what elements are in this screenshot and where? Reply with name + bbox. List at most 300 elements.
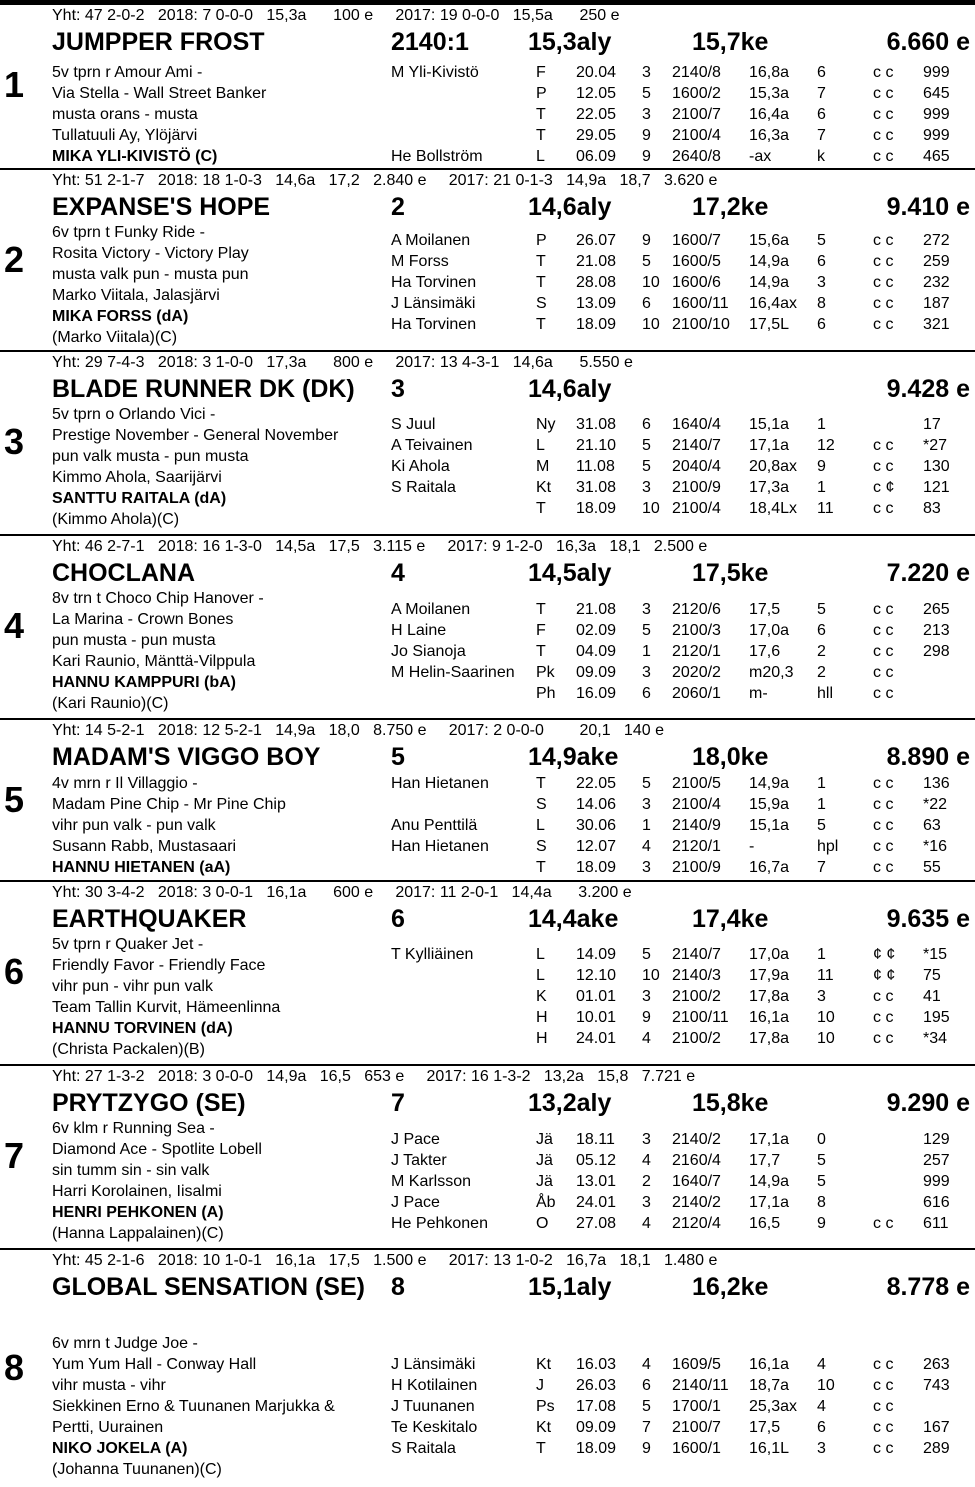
- prize-money: 9.635 e: [886, 905, 970, 933]
- driver-name: HANNU KAMPPURI (bA): [52, 674, 236, 691]
- horse-entry: [0, 536, 975, 720]
- race-date: 31.08: [576, 479, 617, 496]
- race-dist: 1600/1: [672, 1440, 721, 1457]
- race-place: 7: [817, 85, 826, 102]
- race-place: 9: [817, 1215, 826, 1232]
- race-shoes: ¢ ¢: [873, 946, 896, 963]
- info-line: 5v tprn o Orlando Vici -: [52, 406, 216, 423]
- race-odds: 167: [923, 1419, 950, 1436]
- race-pos: 3: [642, 1131, 651, 1148]
- race-dist: 2100/9: [672, 479, 721, 496]
- race-driver: Te Keskitalo: [391, 1419, 478, 1436]
- trainer-name: (Kari Raunio)(C): [52, 695, 169, 712]
- race-place: 9: [817, 458, 826, 475]
- race-place: 4: [817, 1356, 826, 1373]
- race-shoes: c c: [873, 1030, 894, 1047]
- race-date: 18.09: [576, 316, 617, 333]
- trainer-name: (Kimmo Ahola)(C): [52, 511, 180, 528]
- race-place: 6: [817, 253, 826, 270]
- race-date: 20.04: [576, 64, 617, 81]
- race-track: F: [536, 64, 546, 81]
- race-dist: 2140/7: [672, 946, 721, 963]
- race-track: Ny: [536, 416, 556, 433]
- race-row: [0, 620, 975, 641]
- race-date: 24.01: [576, 1030, 617, 1047]
- race-place: 7: [817, 127, 826, 144]
- race-place: hll: [817, 685, 834, 702]
- race-shoes: c c: [873, 622, 894, 639]
- race-shoes: c c: [873, 500, 894, 517]
- race-odds: 55: [923, 859, 941, 876]
- race-row: [0, 683, 975, 704]
- race-odds: 259: [923, 253, 950, 270]
- race-driver: He Pehkonen: [391, 1215, 488, 1232]
- race-pos: 10: [642, 500, 660, 517]
- career-stats: Yht: 45 2-1-6 2018: 10 1-0-1 16,1a 17,5 1.500 e 2017: 13 1-0-2 16,7a 18,1 1.480 e: [52, 1252, 718, 1269]
- race-row: [0, 293, 975, 314]
- race-track: S: [536, 838, 547, 855]
- info-line: Madam Pine Chip - Mr Pine Chip: [52, 796, 286, 813]
- race-row: [0, 599, 975, 620]
- race-driver: S Raitala: [391, 479, 456, 496]
- race-dist: 2100/2: [672, 988, 721, 1005]
- average-time: 17,5ke: [692, 559, 769, 587]
- race-track: M: [536, 458, 550, 475]
- race-place: hpl: [817, 838, 839, 855]
- post-position: 5: [391, 743, 405, 771]
- race-row: [0, 435, 975, 456]
- race-driver: H Laine: [391, 622, 447, 639]
- race-shoes: c c: [873, 817, 894, 834]
- race-row: [0, 230, 975, 251]
- info-line: 6v mrn t Judge Joe -: [52, 1335, 198, 1352]
- race-date: 17.08: [576, 1398, 617, 1415]
- race-row: [0, 944, 975, 965]
- race-shoes: c c: [873, 1377, 894, 1394]
- race-time: 14,9a: [749, 1173, 790, 1190]
- info-line: Harri Korolainen, Iisalmi: [52, 1183, 222, 1200]
- race-row: [0, 641, 975, 662]
- race-odds: 272: [923, 232, 950, 249]
- race-track: Kt: [536, 1419, 552, 1436]
- race-track: S: [536, 796, 547, 813]
- race-track: H: [536, 1009, 548, 1026]
- race-shoes: c c: [873, 106, 894, 123]
- race-pos: 5: [642, 1398, 651, 1415]
- race-odds: 289: [923, 1440, 950, 1457]
- race-place: 5: [817, 817, 826, 834]
- race-track: Åb: [536, 1194, 556, 1211]
- race-dist: 2120/6: [672, 601, 721, 618]
- race-place: 1: [817, 479, 826, 496]
- driver-name: SANTTU RAITALA (dA): [52, 490, 227, 507]
- info-line: Rosita Victory - Victory Play: [52, 245, 249, 262]
- post-position: 6: [391, 905, 405, 933]
- race-dist: 2120/4: [672, 1215, 721, 1232]
- race-shoes: c c: [873, 859, 894, 876]
- race-driver: M Yli-Kivistö: [391, 64, 479, 81]
- race-history: [0, 414, 975, 519]
- race-time: 17,1a: [749, 437, 790, 454]
- race-time: 14,9a: [749, 274, 790, 291]
- race-date: 09.09: [576, 664, 617, 681]
- entry-number: 5: [4, 779, 25, 820]
- race-pos: 1: [642, 643, 651, 660]
- race-driver: A Teivainen: [391, 437, 473, 454]
- race-time: 17,8a: [749, 988, 790, 1005]
- race-dist: 2640/8: [672, 148, 721, 165]
- race-row: [0, 498, 975, 519]
- race-driver: A Moilanen: [391, 232, 471, 249]
- race-date: 18.09: [576, 859, 617, 876]
- race-date: 18.11: [576, 1131, 615, 1148]
- race-date: 27.08: [576, 1215, 617, 1232]
- race-dist: 2100/4: [672, 796, 721, 813]
- race-odds: *34: [923, 1030, 948, 1047]
- race-time: 17,0a: [749, 622, 790, 639]
- race-place: 6: [817, 316, 826, 333]
- race-date: 29.05: [576, 127, 617, 144]
- driver-name: HANNU HIETANEN (aA): [52, 859, 231, 876]
- race-time: 17,9a: [749, 967, 790, 984]
- race-pos: 10: [642, 316, 660, 333]
- race-driver: Ki Ahola: [391, 458, 450, 475]
- prize-money: 8.778 e: [886, 1273, 970, 1301]
- race-odds: 83: [923, 500, 941, 517]
- race-track: T: [536, 253, 546, 270]
- race-track: J: [536, 1377, 544, 1394]
- race-shoes: c c: [873, 1356, 894, 1373]
- race-place: 10: [817, 1009, 835, 1026]
- race-track: T: [536, 316, 546, 333]
- race-dist: 2100/11: [672, 1009, 729, 1026]
- race-odds: 298: [923, 643, 950, 660]
- race-time: 16,7a: [749, 859, 790, 876]
- prize-money: 9.428 e: [886, 375, 970, 403]
- race-odds: 257: [923, 1152, 950, 1169]
- prize-money: 8.890 e: [886, 743, 970, 771]
- race-date: 11.08: [576, 458, 615, 475]
- race-dist: 2140/8: [672, 64, 721, 81]
- trainer-name: (Hanna Lappalainen)(C): [52, 1225, 224, 1242]
- race-history: [0, 599, 975, 704]
- horse-name: BLADE RUNNER DK (DK): [52, 375, 355, 403]
- race-time: 17,1a: [749, 1194, 790, 1211]
- race-history: [0, 230, 975, 335]
- race-dist: 1609/5: [672, 1356, 721, 1373]
- race-date: 26.03: [576, 1377, 617, 1394]
- race-dist: 2160/4: [672, 1152, 721, 1169]
- race-odds: 321: [923, 316, 950, 333]
- race-dist: 2020/2: [672, 664, 721, 681]
- race-dist: 2040/4: [672, 458, 721, 475]
- race-time: 15,1a: [749, 416, 790, 433]
- race-row: [0, 456, 975, 477]
- race-pos: 9: [642, 1009, 651, 1026]
- race-time: 16,3a: [749, 127, 790, 144]
- post-position: 3: [391, 375, 405, 403]
- race-date: 10.01: [576, 1009, 617, 1026]
- fastest-time: 14,6aly: [528, 193, 612, 221]
- race-date: 24.01: [576, 1194, 617, 1211]
- race-row: [0, 1438, 975, 1459]
- race-row: [0, 1213, 975, 1234]
- race-pos: 3: [642, 479, 651, 496]
- race-shoes: c c: [873, 232, 894, 249]
- race-shoes: c c: [873, 437, 894, 454]
- entry-number: 3: [4, 421, 25, 462]
- info-line: 6v tprn t Funky Ride -: [52, 224, 205, 241]
- race-pos: 10: [642, 274, 660, 291]
- race-driver: Jo Sianoja: [391, 643, 466, 660]
- race-row: [0, 1150, 975, 1171]
- race-odds: *15: [923, 946, 948, 963]
- post-position: 8: [391, 1273, 405, 1301]
- info-line: Team Tallin Kurvit, Hämeenlinna: [52, 999, 281, 1016]
- race-row: [0, 857, 975, 878]
- race-pos: 6: [642, 295, 651, 312]
- horse-entry: [0, 1066, 975, 1250]
- race-date: 22.05: [576, 106, 617, 123]
- race-track: O: [536, 1215, 549, 1232]
- race-time: 20,8ax: [749, 458, 798, 475]
- race-shoes: c c: [873, 685, 894, 702]
- info-line: Tullatuuli Ay, Ylöjärvi: [52, 127, 198, 144]
- fastest-time: 14,9ake: [528, 743, 619, 771]
- horse-name: PRYTZYGO (SE): [52, 1089, 246, 1117]
- race-dist: 1700/1: [672, 1398, 721, 1415]
- race-shoes: c c: [873, 316, 894, 333]
- race-date: 28.08: [576, 274, 617, 291]
- race-shoes: c c: [873, 664, 894, 681]
- average-time: 16,2ke: [692, 1273, 769, 1301]
- fastest-time: 14,6aly: [528, 375, 612, 403]
- fastest-time: 15,1aly: [528, 1273, 612, 1301]
- race-place: 11: [817, 967, 834, 984]
- race-dist: 2140/7: [672, 437, 721, 454]
- race-shoes: c c: [873, 1398, 894, 1415]
- prize-money: 9.290 e: [886, 1089, 970, 1117]
- race-dist: 2120/1: [672, 643, 721, 660]
- race-row: [0, 251, 975, 272]
- race-row: [0, 477, 975, 498]
- info-line: vihr pun - vihr pun valk: [52, 978, 213, 995]
- race-date: 06.09: [576, 148, 617, 165]
- fastest-time: 13,2aly: [528, 1089, 612, 1117]
- race-driver: Han Hietanen: [391, 775, 489, 792]
- race-shoes: c c: [873, 775, 894, 792]
- info-line: 6v klm r Running Sea -: [52, 1120, 215, 1137]
- race-track: K: [536, 988, 547, 1005]
- race-time: 14,9a: [749, 775, 790, 792]
- race-place: 3: [817, 988, 826, 1005]
- race-place: 1: [817, 946, 826, 963]
- race-odds: 263: [923, 1356, 950, 1373]
- race-row: [0, 146, 975, 167]
- race-time: 17,7: [749, 1152, 781, 1169]
- race-odds: 232: [923, 274, 950, 291]
- race-row: [0, 1396, 975, 1417]
- race-driver: S Raitala: [391, 1440, 456, 1457]
- race-place: 4: [817, 1398, 826, 1415]
- race-odds: 130: [923, 458, 950, 475]
- race-odds: 645: [923, 85, 950, 102]
- race-shoes: c c: [873, 1009, 894, 1026]
- race-dist: 1600/5: [672, 253, 721, 270]
- race-time: 16,4a: [749, 106, 790, 123]
- race-place: 1: [817, 775, 826, 792]
- race-driver: J Länsimäki: [391, 1356, 476, 1373]
- race-place: 6: [817, 1419, 826, 1436]
- race-driver: J Pace: [391, 1194, 440, 1211]
- race-time: -ax: [749, 148, 772, 165]
- race-row: [0, 1171, 975, 1192]
- race-driver: J Takter: [391, 1152, 447, 1169]
- race-shoes: c c: [873, 64, 894, 81]
- race-place: 8: [817, 1194, 826, 1211]
- race-pos: 10: [642, 967, 660, 984]
- race-time: 15,6a: [749, 232, 790, 249]
- race-odds: 999: [923, 106, 950, 123]
- average-time: 18,0ke: [692, 743, 769, 771]
- average-time: 17,2ke: [692, 193, 769, 221]
- post-position: 7: [391, 1089, 405, 1117]
- fastest-time: 15,3aly: [528, 28, 612, 56]
- race-odds: 129: [923, 1131, 950, 1148]
- race-dist: 2100/4: [672, 127, 721, 144]
- race-time: 18,7a: [749, 1377, 790, 1394]
- race-driver: J Tuunanen: [391, 1398, 475, 1415]
- race-shoes: c ¢: [873, 479, 895, 496]
- race-dist: 2100/5: [672, 775, 721, 792]
- race-driver: Ha Torvinen: [391, 274, 477, 291]
- race-track: T: [536, 601, 546, 618]
- race-row: [0, 662, 975, 683]
- career-stats: Yht: 27 1-3-2 2018: 3 0-0-0 14,9a 16,5 653 e 2017: 16 1-3-2 13,2a 15,8 7.721 e: [52, 1068, 696, 1085]
- race-row: [0, 1028, 975, 1049]
- fastest-time: 14,5aly: [528, 559, 612, 587]
- race-time: 15,3a: [749, 85, 790, 102]
- race-track: F: [536, 622, 546, 639]
- race-date: 13.09: [576, 295, 617, 312]
- horse-entry: [0, 5, 975, 170]
- race-track: Ps: [536, 1398, 555, 1415]
- horse-name: GLOBAL SENSATION (SE): [52, 1273, 365, 1301]
- race-pos: 9: [642, 127, 651, 144]
- race-shoes: c c: [873, 148, 894, 165]
- race-date: 18.09: [576, 500, 617, 517]
- race-time: 16,1a: [749, 1356, 790, 1373]
- race-place: 10: [817, 1030, 835, 1047]
- horse-entry: [0, 720, 975, 882]
- horse-entry: [0, 352, 975, 536]
- race-dist: 1640/4: [672, 416, 721, 433]
- entry-number: 2: [4, 239, 25, 280]
- race-time: 16,4ax: [749, 295, 798, 312]
- race-pos: 6: [642, 1377, 651, 1394]
- trainer-name: (Christa Packalen)(B): [52, 1041, 205, 1058]
- race-date: 14.06: [576, 796, 617, 813]
- driver-name: HENRI PEHKONEN (A): [52, 1204, 224, 1221]
- career-stats: Yht: 29 7-4-3 2018: 3 1-0-0 17,3a 800 e 2017: 13 4-3-1 14,6a 5.550 e: [52, 354, 633, 371]
- race-dist: 2140/2: [672, 1131, 721, 1148]
- race-pos: 3: [642, 1194, 651, 1211]
- race-pos: 5: [642, 622, 651, 639]
- race-date: 05.12: [576, 1152, 617, 1169]
- race-place: 7: [817, 859, 826, 876]
- horse-name: JUMPPER FROST: [52, 28, 265, 56]
- career-stats: Yht: 51 2-1-7 2018: 18 1-0-3 14,6a 17,2 2.840 e 2017: 21 0-1-3 14,9a 18,7 3.620 e: [52, 172, 718, 189]
- race-dist: 2100/4: [672, 500, 721, 517]
- info-line: 4v mrn r Il Villaggio -: [52, 775, 198, 792]
- race-track: L: [536, 946, 545, 963]
- race-row: [0, 414, 975, 435]
- race-time: 17,8a: [749, 1030, 790, 1047]
- prize-money: 7.220 e: [886, 559, 970, 587]
- race-place: k: [817, 148, 825, 165]
- race-row: [0, 986, 975, 1007]
- race-track: S: [536, 295, 547, 312]
- post-position: 2: [391, 193, 405, 221]
- race-shoes: c c: [873, 988, 894, 1005]
- info-line: Prestige November - General November: [52, 427, 339, 444]
- race-track: T: [536, 775, 546, 792]
- trainer-name: (Marko Viitala)(C): [52, 329, 178, 346]
- driver-name: MIKA YLI-KIVISTÖ (C): [52, 148, 218, 165]
- info-line: Friendly Favor - Friendly Face: [52, 957, 266, 974]
- race-track: Pk: [536, 664, 555, 681]
- race-pos: 4: [642, 1030, 651, 1047]
- race-date: 14.09: [576, 946, 617, 963]
- race-time: 17,5: [749, 601, 781, 618]
- race-dist: 2140/9: [672, 817, 721, 834]
- race-pos: 4: [642, 1356, 651, 1373]
- entry-number: 4: [4, 605, 25, 646]
- race-driver: A Moilanen: [391, 601, 471, 618]
- race-place: 10: [817, 1377, 835, 1394]
- race-dist: 2100/2: [672, 1030, 721, 1047]
- race-driver: M Helin-Saarinen: [391, 664, 515, 681]
- post-position: 4: [391, 559, 405, 587]
- race-row: [0, 272, 975, 293]
- career-stats: Yht: 46 2-7-1 2018: 16 1-3-0 14,5a 17,5 3.115 e 2017: 9 1-2-0 16,3a 18,1 2.500 e: [52, 538, 708, 555]
- race-track: Jä: [536, 1173, 553, 1190]
- driver-name: MIKA FORSS (dA): [52, 308, 189, 325]
- race-odds: 616: [923, 1194, 950, 1211]
- info-line: pun valk musta - pun musta: [52, 448, 249, 465]
- post-position: 2140:1: [391, 28, 469, 56]
- info-line: Siekkinen Erno & Tuunanen Marjukka &: [52, 1398, 335, 1415]
- race-odds: 75: [923, 967, 941, 984]
- race-time: 16,8a: [749, 64, 790, 81]
- career-stats: Yht: 30 3-4-2 2018: 3 0-0-1 16,1a 600 e 2017: 11 2-0-1 14,4a 3.200 e: [52, 884, 632, 901]
- race-date: 13.01: [576, 1173, 617, 1190]
- race-date: 12.07: [576, 838, 617, 855]
- info-line: sin tumm sin - sin valk: [52, 1162, 210, 1179]
- race-odds: 41: [923, 988, 941, 1005]
- race-place: 6: [817, 622, 826, 639]
- race-odds: 187: [923, 295, 950, 312]
- race-odds: 743: [923, 1377, 950, 1394]
- race-shoes: c c: [873, 1440, 894, 1457]
- race-pos: 9: [642, 148, 651, 165]
- race-history: [0, 773, 975, 878]
- race-pos: 3: [642, 601, 651, 618]
- driver-name: NIKO JOKELA (A): [52, 1440, 188, 1457]
- race-pos: 9: [642, 232, 651, 249]
- race-driver: T Kylliäinen: [391, 946, 474, 963]
- average-time: 17,4ke: [692, 905, 769, 933]
